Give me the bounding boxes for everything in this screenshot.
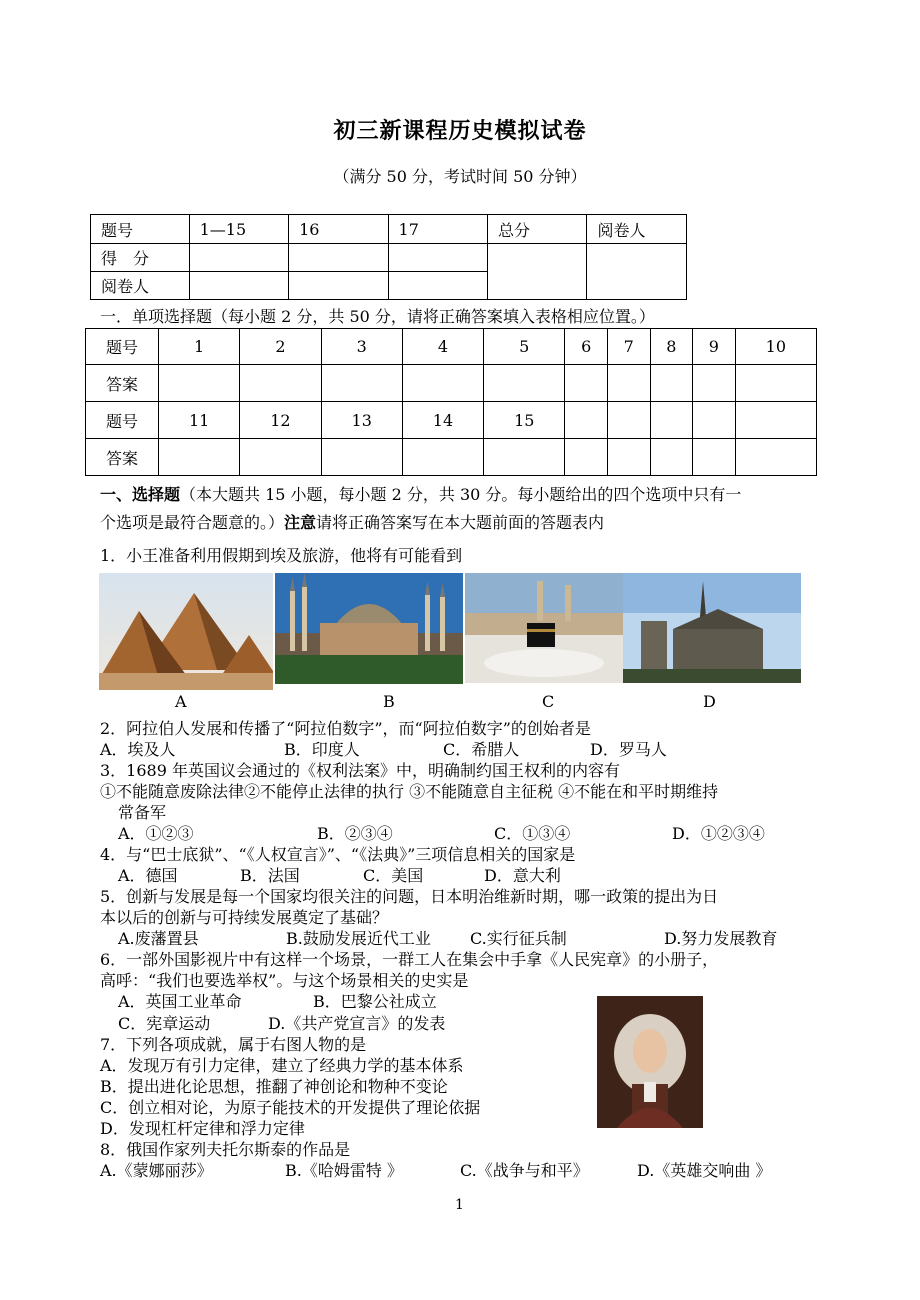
note-text: 请将正确答案写在本大题前面的答题表内 <box>316 513 605 532</box>
option: A．①②③ <box>118 824 194 843</box>
answer-cell[interactable] <box>484 365 565 402</box>
answer-table-label: 答案 <box>86 439 159 476</box>
answer-cell[interactable] <box>693 365 736 402</box>
question-7: 7．下列各项成就，属于右图人物的是 <box>100 1035 367 1054</box>
question-number: 3 <box>321 329 402 365</box>
option: D．意大利 <box>484 866 561 885</box>
score-cell <box>289 244 388 272</box>
question-number: 11 <box>159 402 240 439</box>
grader-cell <box>289 272 388 300</box>
score-table <box>90 214 687 300</box>
answer-table-label: 答案 <box>86 365 159 402</box>
answer-cell[interactable] <box>484 439 565 476</box>
option: C．希腊人 <box>443 740 520 759</box>
answer-cell[interactable] <box>159 365 240 402</box>
question-3: 3．1689 年英国议会通过的《权利法案》中，明确制约国王权利的内容有 <box>100 761 620 780</box>
option: D.《英雄交响曲 》 <box>637 1161 772 1180</box>
option: B．法国 <box>240 866 300 885</box>
question-6: 6．一部外国影视片中有这样一个场景，一群工人在集会中手拿《人民宪章》的小册子， <box>100 950 719 969</box>
question-5: 5．创新与发展是每一个国家均很关注的问题，日本明治维新时期，哪一政策的提出为日 <box>100 887 719 906</box>
question-2: 2．阿拉伯人发展和传播了“阿拉伯数字”，而“阿拉伯数字”的创始者是 <box>100 719 591 738</box>
option: C.实行征兵制 <box>470 929 567 948</box>
option: C.《战争与和平》 <box>460 1161 589 1180</box>
section-intro-cont <box>100 510 604 533</box>
answer-cell[interactable] <box>321 365 402 402</box>
question-number: 12 <box>240 402 321 439</box>
answer-cell[interactable] <box>321 439 402 476</box>
answer-cell[interactable] <box>402 439 483 476</box>
option: C．美国 <box>363 866 424 885</box>
image-label-c: C <box>542 692 555 711</box>
answer-cell[interactable] <box>159 439 240 476</box>
page-subtitle: （满分 50 分，考试时间 50 分钟） <box>333 167 587 186</box>
option: A.《蒙娜丽莎》 <box>100 1161 213 1180</box>
answer-table <box>85 328 817 476</box>
answer-table-label: 题号 <box>86 329 159 365</box>
answer-cell[interactable] <box>607 365 650 402</box>
score-table-cell: 阅卷人 <box>587 215 687 244</box>
newton-portrait-image <box>597 996 703 1128</box>
answer-cell[interactable] <box>735 439 816 476</box>
page-title: 初三新课程历史模拟试卷 <box>333 118 587 144</box>
question-3-statements: ①不能随意废除法律②不能停止法律的执行 ③不能随意自主征税 ④不能在和平时期维持 <box>100 782 719 801</box>
question-5-cont: 本以后的创新与可持续发展奠定了基础？ <box>100 908 389 927</box>
answer-table-label: 题号 <box>86 402 159 439</box>
option: A.废藩置县 <box>118 929 199 948</box>
score-table-cell: 1—15 <box>189 215 288 244</box>
score-cell <box>388 244 487 272</box>
option: C．宪章运动 <box>118 1014 211 1033</box>
hagia-sophia-image <box>275 573 463 684</box>
answer-cell[interactable] <box>607 439 650 476</box>
answer-cell[interactable] <box>693 439 736 476</box>
question-number: 8 <box>650 329 693 365</box>
note-label: 注意 <box>284 513 317 532</box>
answer-cell[interactable] <box>240 439 321 476</box>
score-table-cell: 16 <box>289 215 388 244</box>
question-8: 8．俄国作家列夫托尔斯泰的作品是 <box>100 1140 351 1159</box>
question-number <box>693 402 736 439</box>
image-label-d: D <box>703 692 716 711</box>
section-intro <box>100 482 741 505</box>
option: A．德国 <box>118 866 178 885</box>
question-number: 6 <box>565 329 608 365</box>
option: B．印度人 <box>284 740 360 759</box>
image-label-a: A <box>175 692 187 711</box>
option: B．巴黎公社成立 <box>313 992 437 1011</box>
question-number: 9 <box>693 329 736 365</box>
question-number <box>650 402 693 439</box>
section-intro-text: （本大题共 15 小题，每小题 2 分，共 30 分。每小题给出的四个选项中只有一 <box>180 485 742 504</box>
score-table-label: 阅卷人 <box>91 272 190 300</box>
answer-cell[interactable] <box>735 365 816 402</box>
option: B.《哈姆雷特 》 <box>285 1161 403 1180</box>
score-cell <box>189 244 288 272</box>
question-number: 14 <box>402 402 483 439</box>
grader-cell <box>587 244 687 300</box>
option: D.《共产党宣言》的发表 <box>268 1014 446 1033</box>
question-number: 2 <box>240 329 321 365</box>
question-4: 4．与“巴士底狱”、“《人权宣言》”、“《法典》”三项信息相关的国家是 <box>100 845 576 864</box>
question-number <box>735 402 816 439</box>
mecca-kaaba-image <box>465 573 623 683</box>
image-label-b: B <box>383 692 395 711</box>
option: B．提出进化论思想，推翻了神创论和物种不变论 <box>100 1077 448 1096</box>
option: B.鼓励发展近代工业 <box>286 929 431 948</box>
answer-cell[interactable] <box>650 439 693 476</box>
question-number <box>607 402 650 439</box>
question-number: 13 <box>321 402 402 439</box>
option: D．①②③④ <box>672 824 765 843</box>
score-table-cell: 总分 <box>488 215 587 244</box>
question-number <box>565 402 608 439</box>
pyramids-image <box>99 573 273 690</box>
grader-cell <box>189 272 288 300</box>
answer-cell[interactable] <box>565 439 608 476</box>
answer-cell[interactable] <box>402 365 483 402</box>
question-number: 15 <box>484 402 565 439</box>
question-number: 1 <box>159 329 240 365</box>
question-3-statements-cont: 常备军 <box>118 803 167 822</box>
answer-cell[interactable] <box>565 365 608 402</box>
score-table-label: 得 分 <box>91 244 190 272</box>
score-table-cell: 题号 <box>91 215 190 244</box>
question-number: 4 <box>402 329 483 365</box>
option: B．②③④ <box>317 824 393 843</box>
answer-cell[interactable] <box>650 365 693 402</box>
option: C．创立相对论，为原子能技术的开发提供了理论依据 <box>100 1098 481 1117</box>
question-number: 10 <box>735 329 816 365</box>
question-number: 7 <box>607 329 650 365</box>
option: A．发现万有引力定律，建立了经典力学的基本体系 <box>100 1056 464 1075</box>
option: A．埃及人 <box>100 740 176 759</box>
question-number: 5 <box>484 329 565 365</box>
section-heading: 一．单项选择题（每小题 2 分，共 50 分，请将正确答案填入表格相应位置。） <box>100 307 655 326</box>
section-title: 一、选择题 <box>100 485 181 504</box>
option: C．①③④ <box>494 824 571 843</box>
score-table-cell: 17 <box>388 215 487 244</box>
section-intro-text: 个选项是最符合题意的。） <box>100 513 285 532</box>
notre-dame-image <box>623 573 801 683</box>
total-score-cell <box>488 244 587 300</box>
option: D.努力发展教育 <box>664 929 778 948</box>
question-1: 1．小王准备利用假期到埃及旅游，他将有可能看到 <box>100 546 463 565</box>
page-number: 1 <box>455 1197 464 1213</box>
option: A．英国工业革命 <box>118 992 242 1011</box>
question-6-cont: 高呼：“我们也要选举权”。与这个场景相关的史实是 <box>100 971 469 990</box>
answer-cell[interactable] <box>240 365 321 402</box>
option: D．发现杠杆定律和浮力定律 <box>100 1119 305 1138</box>
grader-cell <box>388 272 487 300</box>
option: D．罗马人 <box>590 740 667 759</box>
